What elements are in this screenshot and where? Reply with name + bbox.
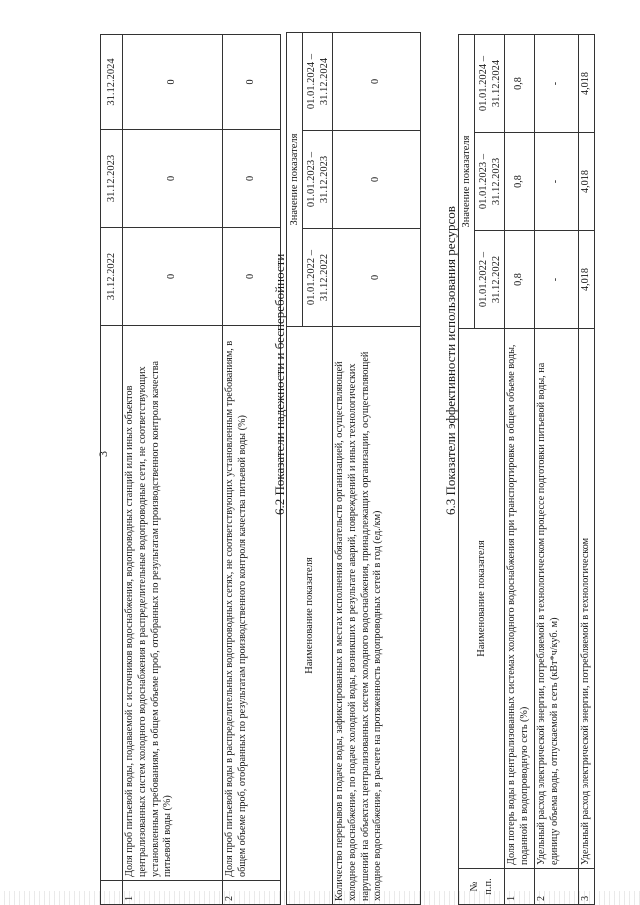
indicator-value: 0: [223, 35, 281, 130]
indicator-name: Доля проб питьевой воды в распределительных водопроводных сетях, не соответствующих установленным требованиям, в общем объеме проб, отобранных по результатам производственного контроля качества питьевой воды (%): [223, 326, 281, 881]
indicator-value: 0: [223, 130, 281, 228]
section-title-efficiency: 6.3 Показатели эффективности использования ресурсов: [443, 206, 458, 515]
table-header-row: [287, 32, 303, 904]
table-header-row: [459, 34, 475, 904]
period-header: 01.01.2024 – 31.12.2024: [475, 34, 505, 132]
efficiency-indicators-table: [458, 34, 595, 905]
indicator-value: 4,018: [579, 231, 595, 329]
indicator-value: -: [535, 133, 579, 231]
indicator-value: 4,018: [579, 34, 595, 132]
table-row: [123, 35, 223, 905]
indicator-value: 0,8: [505, 34, 535, 132]
indicator-value: 0,8: [505, 133, 535, 231]
period-header: 01.01.2022 – 31.12.2022: [475, 231, 505, 329]
indicator-value: 0: [123, 35, 223, 130]
indicator-name: Удельный расход электрической энергии, потребляемой в технологическом процессе подготовки питьевой воды, на единицу объема воды, отпускаемой в сеть (кВт*ч/куб. м): [535, 329, 579, 869]
quality-indicators-table: [100, 34, 281, 905]
name-column-header: Наименование показателя: [287, 327, 333, 905]
page-number: 3: [96, 451, 110, 457]
name-column-header: Наименование показателя: [459, 329, 505, 869]
indicator-value: -: [535, 34, 579, 132]
column-header-2023: 31.12.2023: [101, 130, 123, 228]
section-title-reliability: 6.2 Показатели надежности и бесперебойности: [272, 253, 287, 515]
table-header-row: [101, 35, 123, 905]
value-column-header: Значение показателя: [459, 34, 475, 328]
indicator-value: 4,018: [579, 133, 595, 231]
indicator-name: Количество перерывов в подаче воды, зафиксированных в местах исполнения обязательств организацией, осуществляющей холодное водоснабжение, по подаче холодной воды, возникших в результате аварий, повреждений и иных технологических нарушений на объектах централизованных систем холодного водоснабжения, принадлежащих организации, осуществляющей холодное водоснабжение, в расчете на протяженность водопроводных сетей в год (ед./км): [333, 327, 421, 905]
table-row: [333, 32, 421, 904]
indicator-name: Доля проб питьевой воды, подаваемой с источников водоснабжения, водопроводных станций или иных объектов централизованных систем холодного водоснабжения в распределительные водопроводные сети, не соответствующих установленным требованиям, в общем объеме проб, отобранных по результатам производственного контроля качества питьевой воды (%): [123, 326, 223, 881]
table-row: [505, 34, 535, 904]
row-number: 3: [579, 869, 595, 905]
period-header: 01.01.2023 – 31.12.2023: [475, 133, 505, 231]
indicator-value: 0: [123, 130, 223, 228]
row-number: 2: [535, 869, 579, 905]
period-header: 01.01.2023 – 31.12.2023: [303, 131, 333, 229]
indicator-value: 0: [333, 131, 421, 229]
indicator-value: 0: [333, 32, 421, 130]
number-column-header: № п.п.: [459, 869, 505, 905]
value-column-header: Значение показателя: [287, 32, 303, 326]
row-number: 1: [123, 881, 223, 905]
indicator-value: 0,8: [505, 231, 535, 329]
indicator-value: 0: [223, 228, 281, 326]
indicator-value: 0: [123, 228, 223, 326]
indicator-name: Удельный расход электрической энергии, потребляемой в технологическом: [579, 329, 595, 869]
period-header: 01.01.2022 – 31.12.2022: [303, 229, 333, 327]
table-row: [579, 34, 595, 904]
row-number: 2: [223, 881, 281, 905]
table-row: [535, 34, 579, 904]
indicator-name: Доля потерь воды в централизованных системах холодного водоснабжения при транспортировке в общем объеме воды, поданной в водопроводную сеть (%): [505, 329, 535, 869]
column-header-2022: 31.12.2022: [101, 228, 123, 326]
indicator-value: -: [535, 231, 579, 329]
column-header-2024: 31.12.2024: [101, 35, 123, 130]
indicator-value: 0: [333, 229, 421, 327]
row-number: 1: [505, 869, 535, 905]
reliability-indicators-table: [286, 32, 421, 905]
period-header: 01.01.2024 – 31.12.2024: [303, 32, 333, 130]
